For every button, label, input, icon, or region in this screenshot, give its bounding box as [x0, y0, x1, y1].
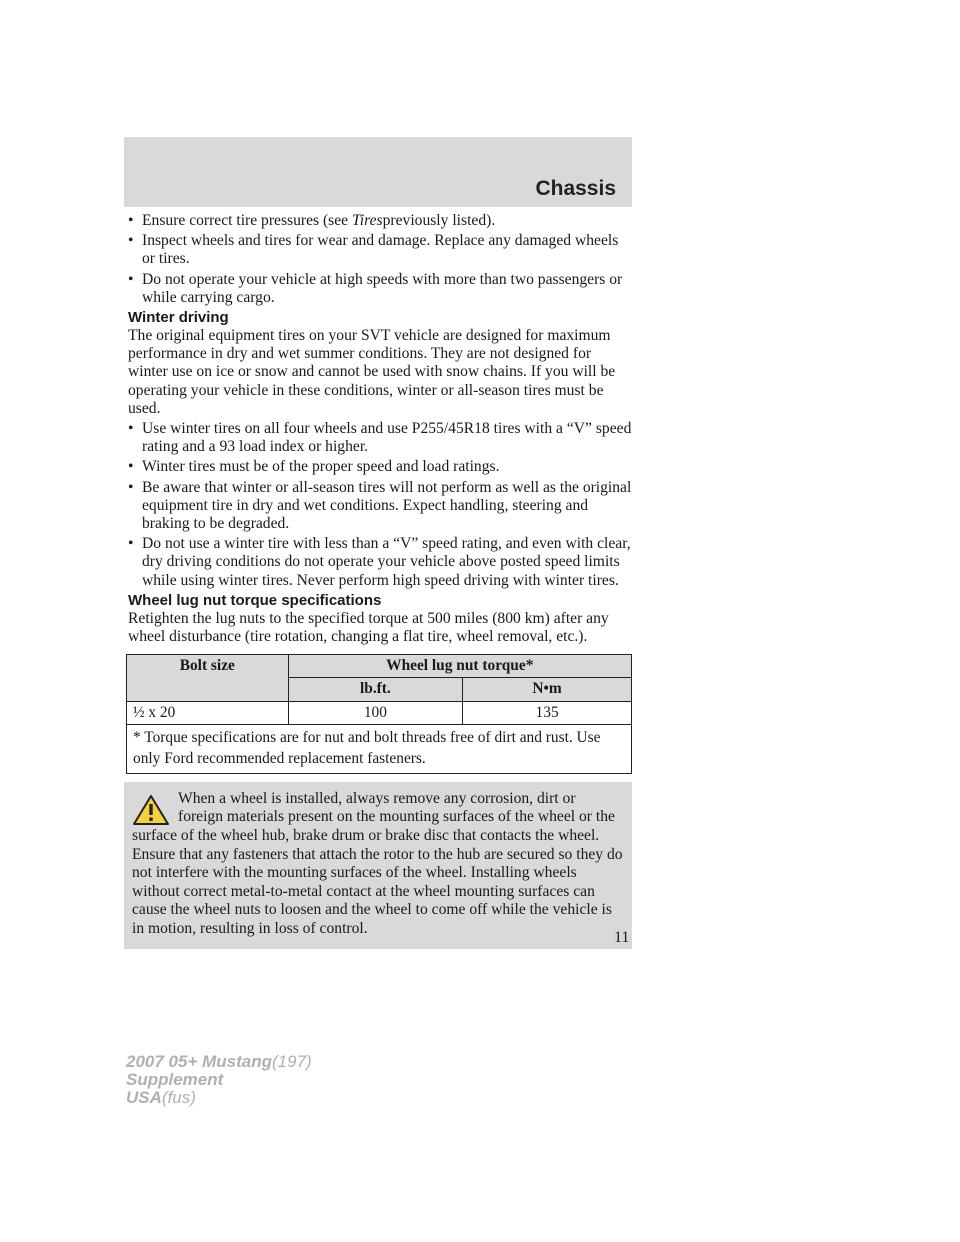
list-item: • Use winter tires on all four wheels and use P255/45R18 tires with a “V” speed rating and a 93 load index or higher. — [128, 420, 632, 456]
chapter-title: Chassis — [535, 177, 616, 200]
column-header-torque: Wheel lug nut torque* — [288, 655, 631, 678]
winter-driving-intro: The original equipment tires on your SVT vehicle are designed for maximum performance in dry and wet summer conditions. They are not designed for winter use on ice or snow and cannot be used with snow chains. If you will be operating your vehicle in these conditions, winter or all-season tires must be used. — [128, 327, 616, 417]
unit-header-nm: N•m — [463, 678, 632, 701]
list-item: • Do not use a winter tire with less than a “V” speed rating, and even with clear, dry driving conditions do not operate your vehicle above posted speed limits while using winter tires. Never perform high speed driving with winter tires. — [128, 535, 631, 589]
footer-market: USA — [126, 1088, 162, 1107]
footer-supplement: Supplement — [126, 1070, 224, 1089]
column-header-bolt-size: Bolt size — [127, 655, 289, 701]
cell-lbft: 100 — [288, 701, 463, 724]
list-item: • Be aware that winter or all-season tires will not perform as well as the original equipment tire in dry and wet conditions. Expect handling, steering and braking to be degraded. — [128, 478, 632, 533]
footer-model-code: (197) — [272, 1052, 312, 1071]
bullet-icon: • — [128, 270, 134, 288]
lug-nut-intro: Retighten the lug nuts to the specified torque at 500 miles (800 km) after any wheel disturbance (tire rotation, changing a flat tire, wheel removal, etc.). — [128, 609, 609, 646]
list-item: • Do not operate your vehicle at high speeds with more than two passengers or while carrying cargo. — [128, 270, 623, 306]
list-item: • Ensure correct tire pressures (see Tirespreviously listed). — [128, 212, 496, 229]
bullet-icon: • — [128, 458, 134, 476]
cell-nm: 135 — [463, 701, 632, 724]
document-footer — [126, 1053, 312, 1107]
chapter-header-band — [124, 137, 632, 207]
cell-bolt-size: ½ x 20 — [127, 701, 289, 724]
table-row — [127, 701, 632, 724]
bullet-icon: • — [128, 212, 134, 229]
table-footnote: * Torque specifications are for nut and bolt threads free of dirt and rust. Use only Ford recommended replacement fasteners. — [127, 724, 632, 773]
footer-market-code: (fus) — [161, 1088, 196, 1107]
page-content — [128, 212, 632, 949]
bullet-icon: • — [128, 535, 134, 553]
top-bullet-list — [128, 212, 632, 307]
bullet-icon: • — [128, 232, 134, 250]
warning-triangle-icon — [132, 794, 170, 826]
warning-text: When a wheel is installed, always remove any corrosion, dirt or foreign materials present on the mounting surfaces of the wheel or the surface of the wheel hub, brake drum or brake disc that contacts the wheel. Ensure that any fasteners that attach the rotor to the hub are secured so they do not interfere with the mounting surfaces of the wheel. Installing wheels without correct metal-to-metal contact at the wheel mounting surfaces can cause the wheel nuts to loosen and the wheel to come off while the vehicle is in motion, resulting in loss of control. — [132, 789, 623, 938]
footer-model: 2007 05+ Mustang — [126, 1052, 272, 1071]
torque-spec-table — [126, 654, 632, 774]
page-number: 11 — [614, 929, 630, 946]
list-item: • Inspect wheels and tires for wear and damage. Replace any damaged wheels or tires. — [128, 232, 619, 268]
bullet-icon: • — [128, 420, 134, 438]
warning-box — [124, 782, 632, 949]
bullet-icon: • — [128, 478, 134, 496]
winter-bullet-list — [128, 420, 632, 590]
unit-header-lbft: lb.ft. — [288, 678, 463, 701]
lug-nut-heading: Wheel lug nut torque specifications — [128, 591, 382, 609]
winter-driving-heading: Winter driving — [128, 309, 229, 327]
list-item: • Winter tires must be of the proper speed and load ratings. — [128, 458, 500, 476]
